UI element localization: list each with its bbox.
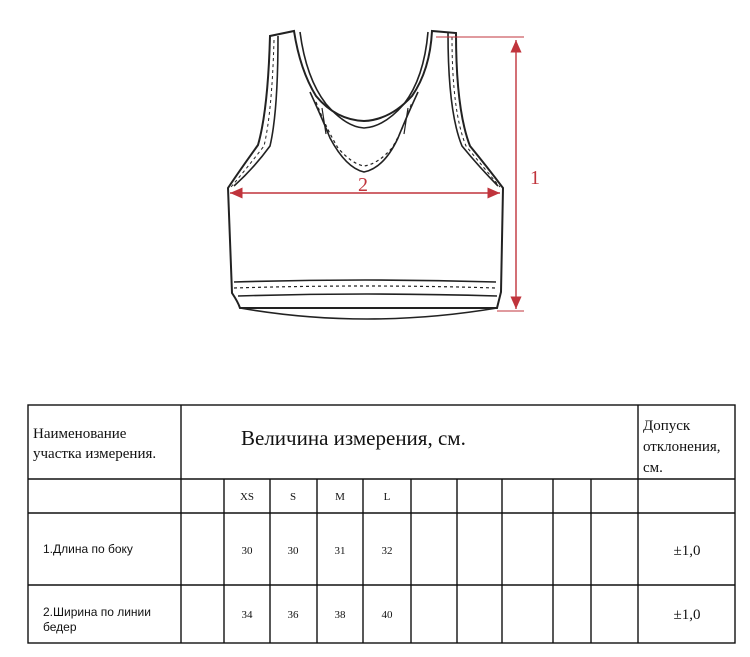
width-label: 2 [358,174,368,196]
value-length-s: 30 [287,545,299,557]
size-m: M [335,491,345,503]
value-width-xs: 34 [241,609,253,621]
tolerance-width: ±1,0 [673,607,701,623]
row-label-width: 2.Ширина по линии бедер [43,605,151,634]
size-l: L [383,491,391,503]
header-measurement-area: Наименование участка измерения. [33,426,157,462]
size-xs: XS [239,491,255,503]
value-length-m: 31 [334,545,346,557]
header-tolerance: Допуск отклонения, см. [643,418,721,476]
size-s: S [289,491,297,503]
tolerance-length: ±1,0 [673,543,701,559]
measurement-table [27,404,736,644]
row-label-length: 1.Длина по боку [43,542,133,556]
value-width-l: 40 [381,609,393,621]
value-length-xs: 30 [241,545,253,557]
header-measurement-value: Величина измерения, см. [241,426,466,450]
value-width-m: 38 [334,609,346,621]
value-length-l: 32 [381,545,393,557]
length-label: 1 [530,167,540,189]
value-width-s: 36 [287,609,299,621]
